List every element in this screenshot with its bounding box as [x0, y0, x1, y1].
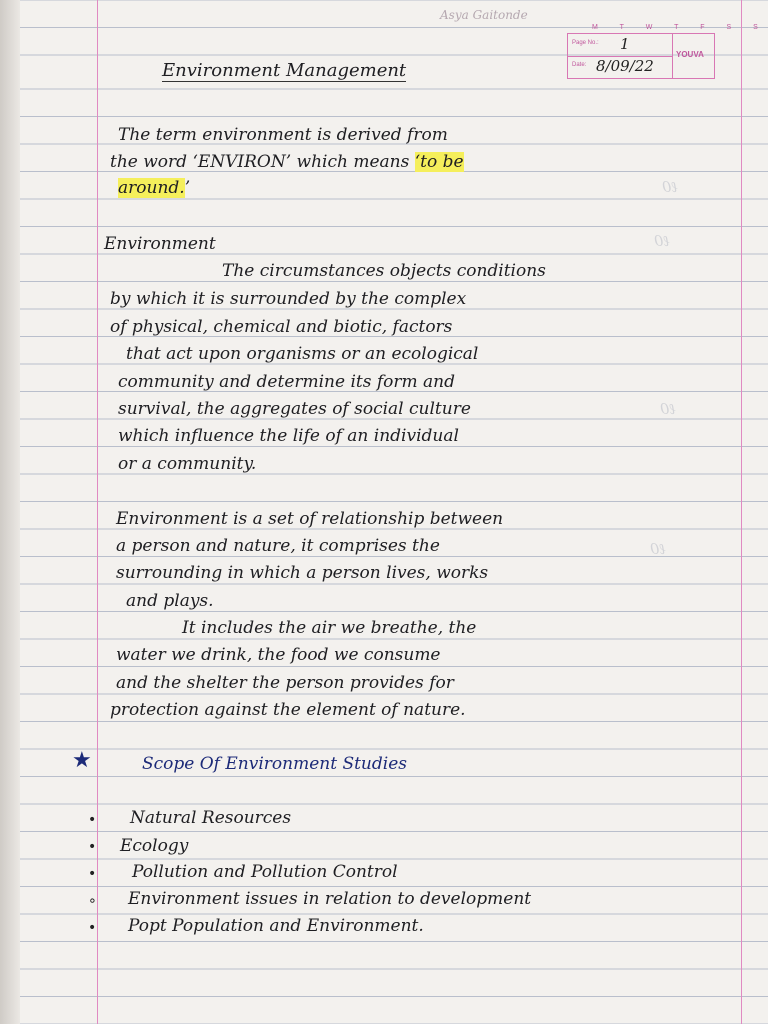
intro-line [118, 180, 190, 197]
relationship-line: and the shelter the person provides for [116, 673, 454, 693]
scope-item: Popt Population and Environment. [128, 916, 424, 936]
right-margin-line [741, 0, 742, 1024]
bullet-icon: • [88, 812, 97, 828]
page-number-row [568, 34, 672, 57]
highlighted-text: ‘to be [414, 152, 464, 172]
bullet-icon: ∘ [88, 893, 97, 909]
scope-item: Pollution and Pollution Control [132, 862, 398, 882]
intro-text: the word ‘ENVIRON’ which means [110, 152, 410, 172]
relationship-line: protection against the element of nature. [110, 700, 466, 720]
definition-line: The circumstances objects conditions [222, 261, 546, 281]
left-margin-line [97, 0, 98, 1024]
page-date-box [567, 33, 715, 79]
intro-line: The term environment is derived from [118, 125, 448, 145]
date-row [568, 56, 672, 78]
brand-logo: YOUVA [676, 50, 704, 59]
definition-line: or a community. [118, 454, 257, 474]
page-title: Environment Management [162, 60, 407, 81]
date-value: 8/09/22 [596, 57, 654, 75]
bleed-through-mark: ℓ0 [660, 400, 676, 418]
relationship-line: water we drink, the food we consume [116, 645, 441, 665]
bleed-through-mark: ℓ0 [662, 178, 678, 196]
definition-line: of physical, chemical and biotic, factors [110, 317, 453, 337]
box-divider [672, 34, 673, 78]
weekday-row: M T W T F S S [592, 24, 768, 31]
relationship-line: surrounding in which a person lives, works [116, 563, 489, 583]
definition-line: which influence the life of an individual [118, 426, 459, 446]
page-no-label: Page No.: [572, 40, 599, 46]
owner-name: Asya Gaitonde [440, 8, 528, 22]
relationship-line: It includes the air we breathe, the [182, 618, 477, 638]
relationship-line: and plays. [126, 591, 214, 611]
highlighted-text: around. [118, 178, 185, 198]
definition-line: that act upon organisms or an ecological [126, 344, 479, 364]
bleed-through-mark: ℓ0 [654, 232, 670, 250]
scope-item: Environment issues in relation to development [128, 889, 532, 909]
relationship-line: a person and nature, it comprises the [116, 536, 440, 556]
intro-line [110, 154, 464, 171]
scope-heading: Scope Of Environment Studies [142, 754, 407, 774]
definition-line: by which it is surrounded by the complex [110, 289, 467, 309]
bullet-icon: • [88, 920, 97, 936]
bleed-through-mark: ℓ0 [650, 540, 666, 558]
definition-line: survival, the aggregates of social culture [118, 399, 471, 419]
scope-item: Ecology [120, 836, 189, 856]
bullet-icon: • [88, 866, 97, 882]
relationship-line: Environment is a set of relationship between [116, 509, 504, 529]
scope-item: Natural Resources [130, 808, 292, 828]
star-icon: ★ [72, 748, 92, 773]
intro-text: ’ [184, 178, 191, 198]
definition-line: community and determine its form and [118, 372, 456, 392]
section-heading: Environment [104, 234, 216, 254]
page-number: 1 [620, 35, 630, 53]
bullet-icon: • [88, 839, 97, 855]
date-label: Date: [572, 62, 587, 68]
